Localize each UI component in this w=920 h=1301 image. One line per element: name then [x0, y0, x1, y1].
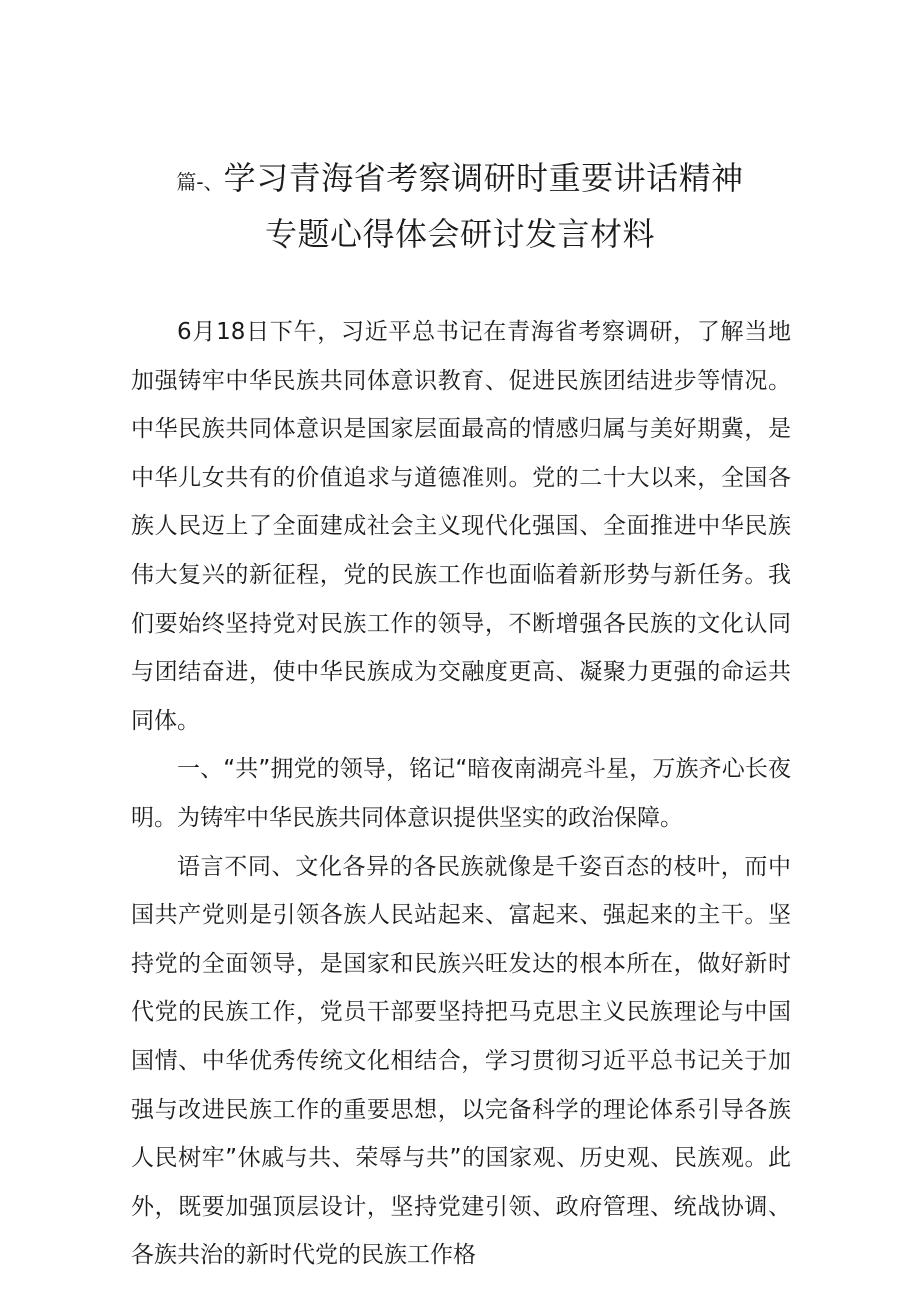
document-body — [131, 308, 791, 1280]
title-line-1 — [0, 152, 920, 208]
title-line-2: 专题心得体会研讨发言材料 — [264, 215, 655, 253]
paragraph-intro: 6月18日下午，习近平总书记在青海省考察调研，了解当地加强铸牢中华民族共同体意识教育、促进民族团结进步等情况。中华民族共同体意识是国家层面最高的情感归属与美好期冀，是中华儿女共有的价值追求与道德准则。党的二十大以来，全国各族人民迈上了全面建成社会主义现代化强国、全面推进中华民族伟大复兴的新征程，党的民族工作也面临着新形势与新任务。我们要始终坚持党对民族工作的领导，不断增强各民族的文化认同与团结奋进，使中华民族成为交融度更高、凝聚力更强的命运共同体。 — [131, 319, 791, 734]
paragraph-section-1: 语言不同、文化各异的各民族就像是千姿百态的枝叶，而中国共产党则是引领各族人民站起来、富起来、强起来的主干。坚持党的全面领导，是国家和民族兴旺发达的根本所在，做好新时代党的民族工作，党员干部要坚持把马克思主义民族理论与中国国情、中华优秀传统文化相结合，学习贯彻习近平总书记关于加强与改进民族工作的重要思想，以完备科学的理论体系引导各族人民树牢”休戚与共、荣辱与共”的国家观、历史观、民族观。此外，既要加强顶层设计，坚持党建引领、政府管理、统战协调、各族共治的新时代党的民族工作格 — [131, 853, 791, 1269]
document-title — [0, 152, 920, 260]
section-heading-1: 一、“共”拥党的领导，铭记“暗夜南湖亮斗星，万族齐心长夜明。为铸牢中华民族共同体意识提供坚实的政治保障。 — [131, 756, 791, 831]
title-main: 学习青海省考察调研时重要讲话精神 — [223, 159, 744, 197]
title-prefix: 篇-、 — [176, 170, 224, 194]
